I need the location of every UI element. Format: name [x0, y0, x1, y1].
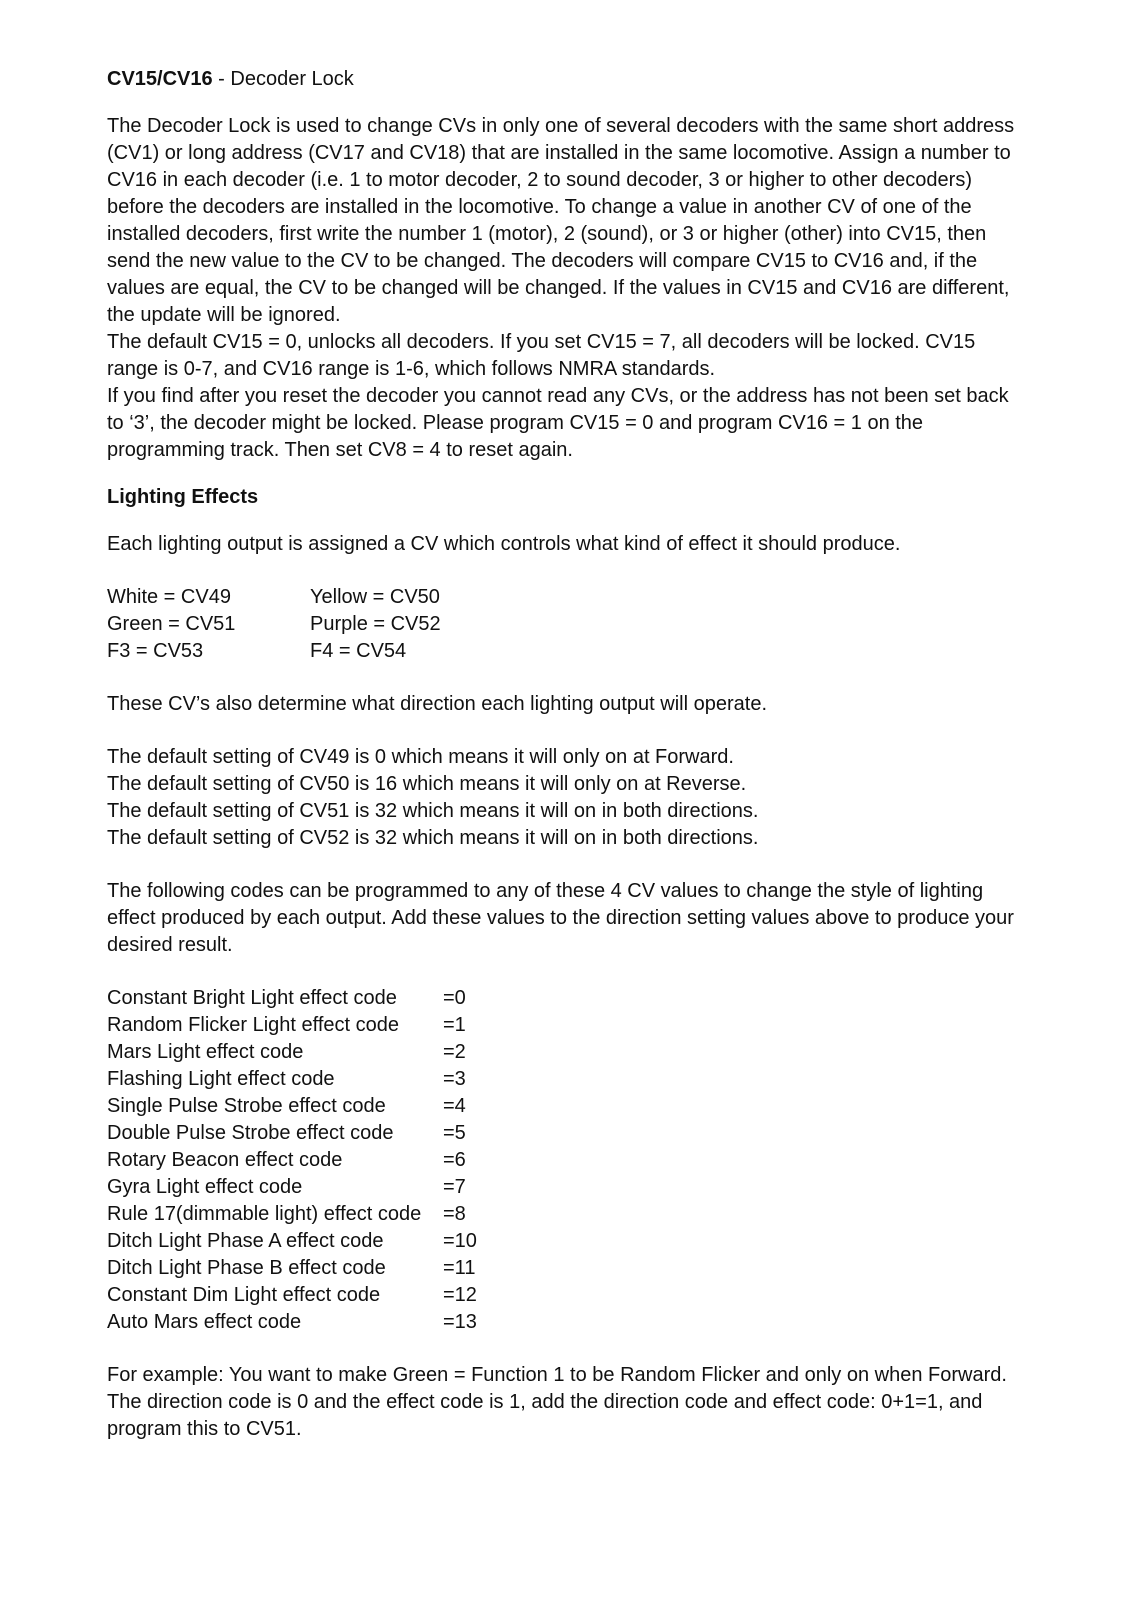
default-cv52: The default setting of CV52 is 32 which means it will on in both directions. [107, 827, 759, 849]
effect-code-label: Double Pulse Strobe effect code [107, 1122, 394, 1144]
example-paragraph: For example: You want to make Green = Function 1 to be Random Flicker and only on when Forward. The direction code is 0 and the effect code is 1, add the direction code and effect code: 0+1=1, and program this to CV51. [107, 1364, 1007, 1440]
decoder-lock-subtitle: - Decoder Lock [212, 68, 354, 90]
output-f3: F3 = CV53 [107, 640, 204, 662]
effect-code-value: =6 [443, 1149, 466, 1171]
output-purple: Purple = CV52 [310, 613, 441, 635]
default-settings-list [107, 744, 1027, 852]
lighting-intro: Each lighting output is assigned a CV which controls what kind of effect it should produce. [107, 533, 901, 555]
decoder-lock-para-3: If you find after you reset the decoder you cannot read any CVs, or the address has not been set back to ‘3’, the decoder might be locked. Please program CV15 = 0 and program CV16 = 1 on the programming track. Then set CV8 = 4 to reset again. [107, 385, 1009, 461]
lighting-output-table [107, 584, 1027, 665]
effect-code-label: Mars Light effect code [107, 1041, 304, 1063]
effect-code-label: Rotary Beacon effect code [107, 1149, 343, 1171]
effect-code-label: Gyra Light effect code [107, 1176, 303, 1198]
effect-code-label: Constant Bright Light effect code [107, 987, 397, 1009]
default-cv50: The default setting of CV50 is 16 which means it will only on at Reverse. [107, 773, 747, 795]
effect-code-label: Constant Dim Light effect code [107, 1284, 381, 1306]
effect-code-value: =7 [443, 1176, 466, 1198]
decoder-lock-para-1: The Decoder Lock is used to change CVs in only one of several decoders with the same short address (CV1) or long address (CV17 and CV18) that are installed in the same locomotive. Assign a number to CV16 in each decoder (i.e. 1 to motor decoder, 2 to sound decoder, 3 or higher to other decoders) before the decoders are installed in the locomotive. To change a value in another CV of one of the installed decoders, first write the number 1 (motor), 2 (sound), or 3 or higher (other) into CV15, then send the new value to the CV to be changed. The decoders will compare CV15 to CV16 and, if the values are equal, the CV to be changed will be changed. If the values in CV15 and CV16 are different, the update will be ignored. [107, 115, 1015, 326]
effect-code-label: Ditch Light Phase B effect code [107, 1257, 386, 1279]
direction-note: These CV’s also determine what direction each lighting output will operate. [107, 693, 767, 715]
effect-code-value: =5 [443, 1122, 466, 1144]
default-cv49: The default setting of CV49 is 0 which means it will only on at Forward. [107, 746, 734, 768]
decoder-lock-heading [107, 66, 1027, 93]
effect-code-value: =12 [443, 1284, 477, 1306]
effect-code-value: =2 [443, 1041, 466, 1063]
effect-code-value: =11 [443, 1257, 476, 1279]
default-cv51: The default setting of CV51 is 32 which means it will on in both directions. [107, 800, 759, 822]
effect-code-label: Single Pulse Strobe effect code [107, 1095, 386, 1117]
effect-code-value: =1 [443, 1014, 466, 1036]
decoder-lock-title: CV15/CV16 [107, 68, 213, 90]
effect-code-value: =8 [443, 1203, 466, 1225]
effect-code-label: Flashing Light effect code [107, 1068, 335, 1090]
document-page [107, 66, 1027, 1443]
output-white: White = CV49 [107, 586, 231, 608]
lighting-effects-heading: Lighting Effects [107, 486, 259, 508]
effect-code-value: =3 [443, 1068, 466, 1090]
effect-code-label: Random Flicker Light effect code [107, 1014, 400, 1036]
output-yellow: Yellow = CV50 [310, 586, 440, 608]
effect-code-label: Rule 17(dimmable light) effect code [107, 1203, 422, 1225]
output-f4: F4 = CV54 [310, 640, 407, 662]
effect-code-value: =0 [443, 987, 466, 1009]
codes-intro: The following codes can be programmed to any of these 4 CV values to change the style of lighting effect produced by each output. Add these values to the direction setting values above to produce your desired result. [107, 880, 1014, 956]
decoder-lock-para-2: The default CV15 = 0, unlocks all decoders. If you set CV15 = 7, all decoders will be locked. CV15 range is 0-7, and CV16 range is 1-6, which follows NMRA standards. [107, 331, 976, 380]
effect-code-value: =13 [443, 1311, 477, 1333]
effect-code-label: Ditch Light Phase A effect code [107, 1230, 384, 1252]
decoder-lock-section [107, 113, 1027, 464]
effect-code-value: =10 [443, 1230, 477, 1252]
output-green: Green = CV51 [107, 613, 236, 635]
effect-codes-table [107, 985, 1027, 1336]
effect-code-value: =4 [443, 1095, 466, 1117]
effect-code-label: Auto Mars effect code [107, 1311, 302, 1333]
